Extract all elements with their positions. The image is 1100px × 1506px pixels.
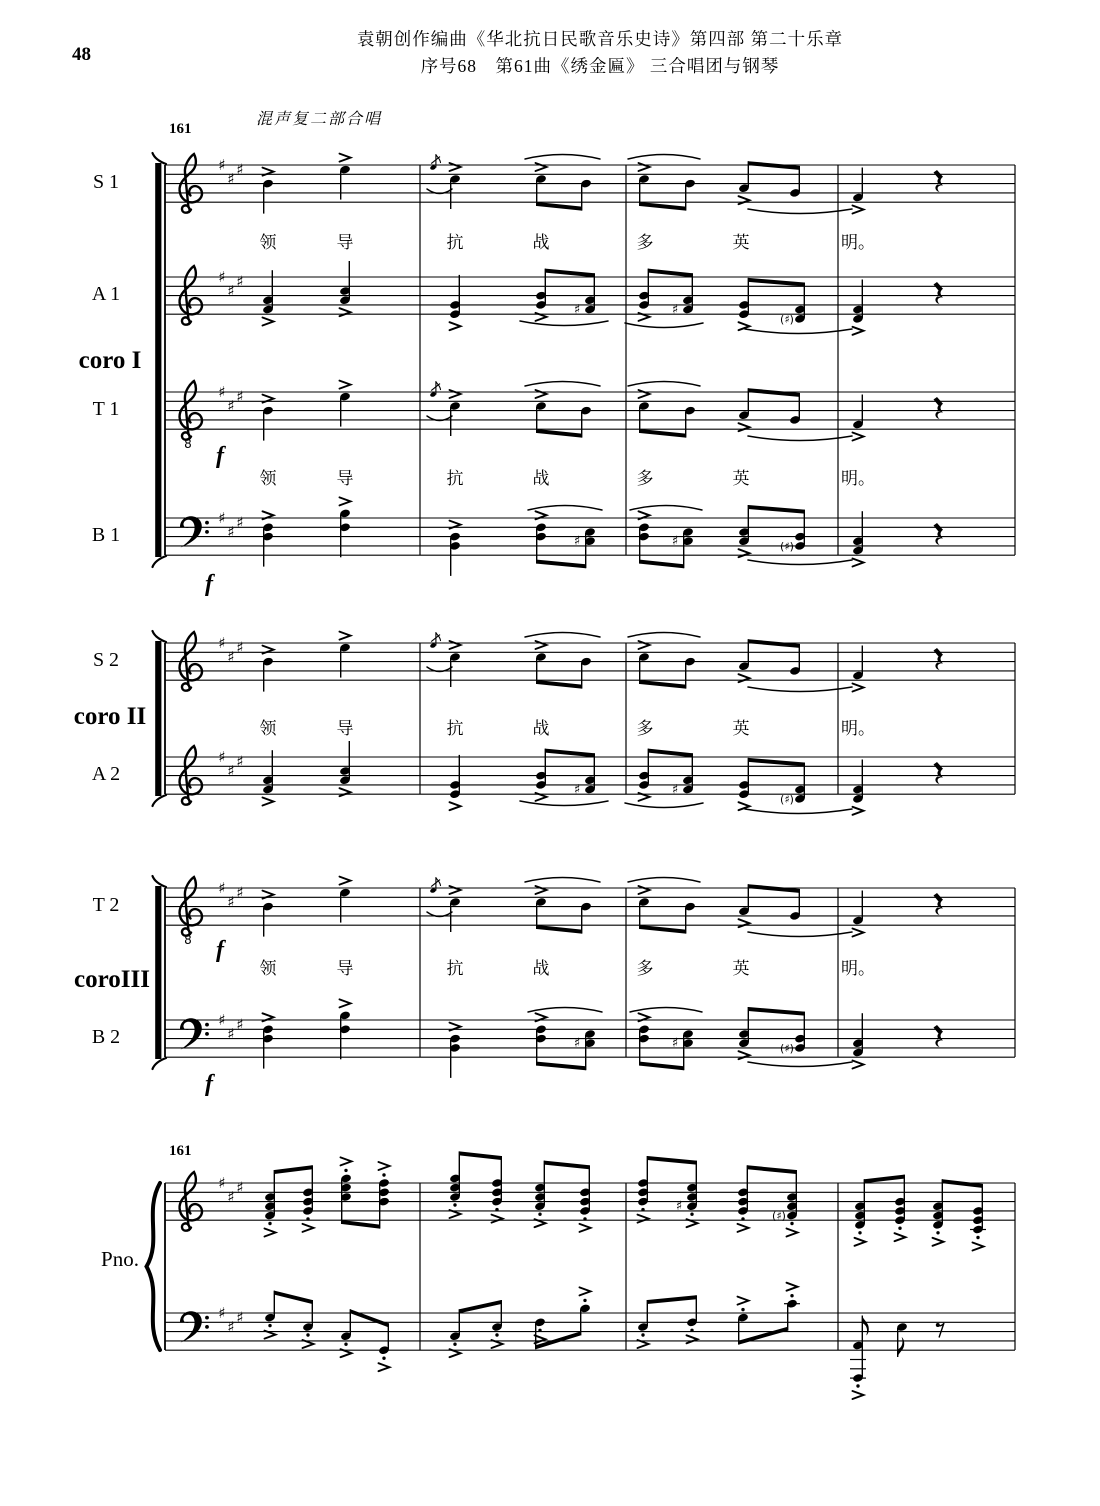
lyric-syllable: 导 [336, 959, 354, 978]
svg-text:(♯): (♯) [780, 539, 794, 553]
lyric-syllable: 导 [336, 719, 354, 738]
svg-text:♯: ♯ [218, 879, 226, 897]
group-label-1: coro I [78, 347, 142, 374]
measure-number-choir: 161 [169, 121, 192, 137]
svg-text:♯: ♯ [675, 1199, 683, 1215]
lyric-syllable: 领 [259, 469, 277, 488]
lyric-syllable: 明。 [841, 719, 875, 738]
svg-text:(♯): (♯) [780, 792, 794, 806]
lyric-syllable: 英 [732, 469, 750, 488]
svg-text:♯: ♯ [227, 761, 235, 780]
svg-text:♯: ♯ [236, 883, 244, 902]
lyric-syllable: 多 [636, 469, 654, 488]
svg-text:♯: ♯ [227, 281, 235, 300]
svg-text:♯: ♯ [236, 387, 244, 406]
lyric-syllable: 战 [532, 719, 550, 738]
svg-text:♯: ♯ [218, 634, 226, 652]
svg-text:♯: ♯ [236, 160, 244, 179]
group-label-2: coro II [73, 703, 147, 730]
svg-text:8: 8 [184, 933, 192, 947]
lyric-syllable: 多 [636, 959, 654, 978]
svg-text:♯: ♯ [227, 396, 235, 415]
svg-text:♯: ♯ [218, 1174, 226, 1192]
lyric-syllable: 战 [532, 233, 550, 252]
svg-text:♯: ♯ [227, 169, 235, 188]
svg-text:♯: ♯ [218, 1011, 226, 1029]
lyric-syllable: 抗 [446, 469, 464, 488]
staff-label-s1: S 1 [92, 170, 120, 193]
svg-text:♯: ♯ [236, 1308, 244, 1327]
svg-text:♯: ♯ [671, 534, 679, 550]
lyric-syllable: 领 [259, 959, 277, 978]
lyric-syllable: 抗 [446, 959, 464, 978]
tempo-style-label: 混声复二部合唱 [256, 111, 383, 128]
score-title-line2: 序号68 第61曲《绣金匾》 三合唱团与钢琴 [420, 56, 780, 76]
lyric-syllable: 明。 [841, 233, 875, 252]
svg-text:♯: ♯ [573, 534, 581, 550]
svg-text:♯: ♯ [236, 1015, 244, 1034]
svg-text:♯: ♯ [236, 752, 244, 771]
lyric-syllable: 英 [732, 959, 750, 978]
measure-number-piano: 161 [169, 1143, 192, 1159]
dynamic-f: f [205, 571, 213, 597]
svg-text:♯: ♯ [227, 522, 235, 541]
dynamic-f: f [216, 937, 224, 963]
staff-label-b1: B 1 [91, 523, 121, 546]
svg-text:♯: ♯ [671, 302, 679, 318]
lyric-syllable: 明。 [841, 469, 875, 488]
svg-text:♯: ♯ [227, 892, 235, 911]
staff-label-s2: S 2 [92, 648, 120, 671]
svg-text:(♯): (♯) [780, 1041, 794, 1055]
lyric-syllable: 多 [636, 233, 654, 252]
lyric-syllable: 战 [532, 469, 550, 488]
svg-text:♯: ♯ [227, 1024, 235, 1043]
svg-text:♯: ♯ [218, 383, 226, 401]
svg-text:♯: ♯ [227, 1317, 235, 1336]
svg-text:♯: ♯ [236, 272, 244, 291]
staff-label-a1: A 1 [91, 282, 121, 305]
lyric-syllable: 战 [532, 959, 550, 978]
svg-text:8: 8 [184, 437, 192, 451]
lyric-syllable: 明。 [841, 959, 875, 978]
lyric-syllable: 抗 [446, 233, 464, 252]
lyric-syllable: 导 [336, 469, 354, 488]
svg-text:♯: ♯ [218, 509, 226, 527]
score-title-line1: 袁朝创作编曲《华北抗日民歌音乐史诗》第四部 第二十乐章 [356, 29, 844, 49]
piano-label: Pno. [101, 1247, 139, 1271]
lyric-syllable: 英 [732, 719, 750, 738]
svg-text:♯: ♯ [218, 156, 226, 174]
lyric-syllable: 英 [732, 233, 750, 252]
lyric-syllable: 抗 [446, 719, 464, 738]
svg-text:♯: ♯ [573, 302, 581, 318]
lyric-syllable: 导 [336, 233, 354, 252]
svg-text:♯: ♯ [227, 647, 235, 666]
staff-label-b2: B 2 [91, 1025, 121, 1048]
dynamic-f: f [216, 443, 224, 469]
svg-text:♯: ♯ [236, 513, 244, 532]
svg-text:♯: ♯ [218, 748, 226, 766]
lyric-syllable: 多 [636, 719, 654, 738]
svg-text:♯: ♯ [573, 1036, 581, 1052]
lyric-syllable: 领 [259, 719, 277, 738]
svg-text:♯: ♯ [218, 268, 226, 286]
svg-text:♯: ♯ [236, 1178, 244, 1197]
staff-label-a2: A 2 [91, 762, 121, 785]
svg-text:(♯): (♯) [772, 1209, 786, 1223]
svg-text:♯: ♯ [671, 782, 679, 798]
page-number: 48 [72, 44, 91, 65]
staff-label-t1: T 1 [92, 397, 120, 420]
svg-text:♯: ♯ [218, 1304, 226, 1322]
staff-label-t2: T 2 [92, 893, 120, 916]
svg-text:♯: ♯ [227, 1187, 235, 1206]
lyric-syllable: 领 [259, 233, 277, 252]
svg-text:♯: ♯ [671, 1036, 679, 1052]
dynamic-f: f [205, 1071, 213, 1097]
svg-text:(♯): (♯) [780, 312, 794, 326]
svg-text:♯: ♯ [573, 782, 581, 798]
group-label-3: coroIII [74, 966, 150, 993]
svg-text:♯: ♯ [236, 638, 244, 657]
